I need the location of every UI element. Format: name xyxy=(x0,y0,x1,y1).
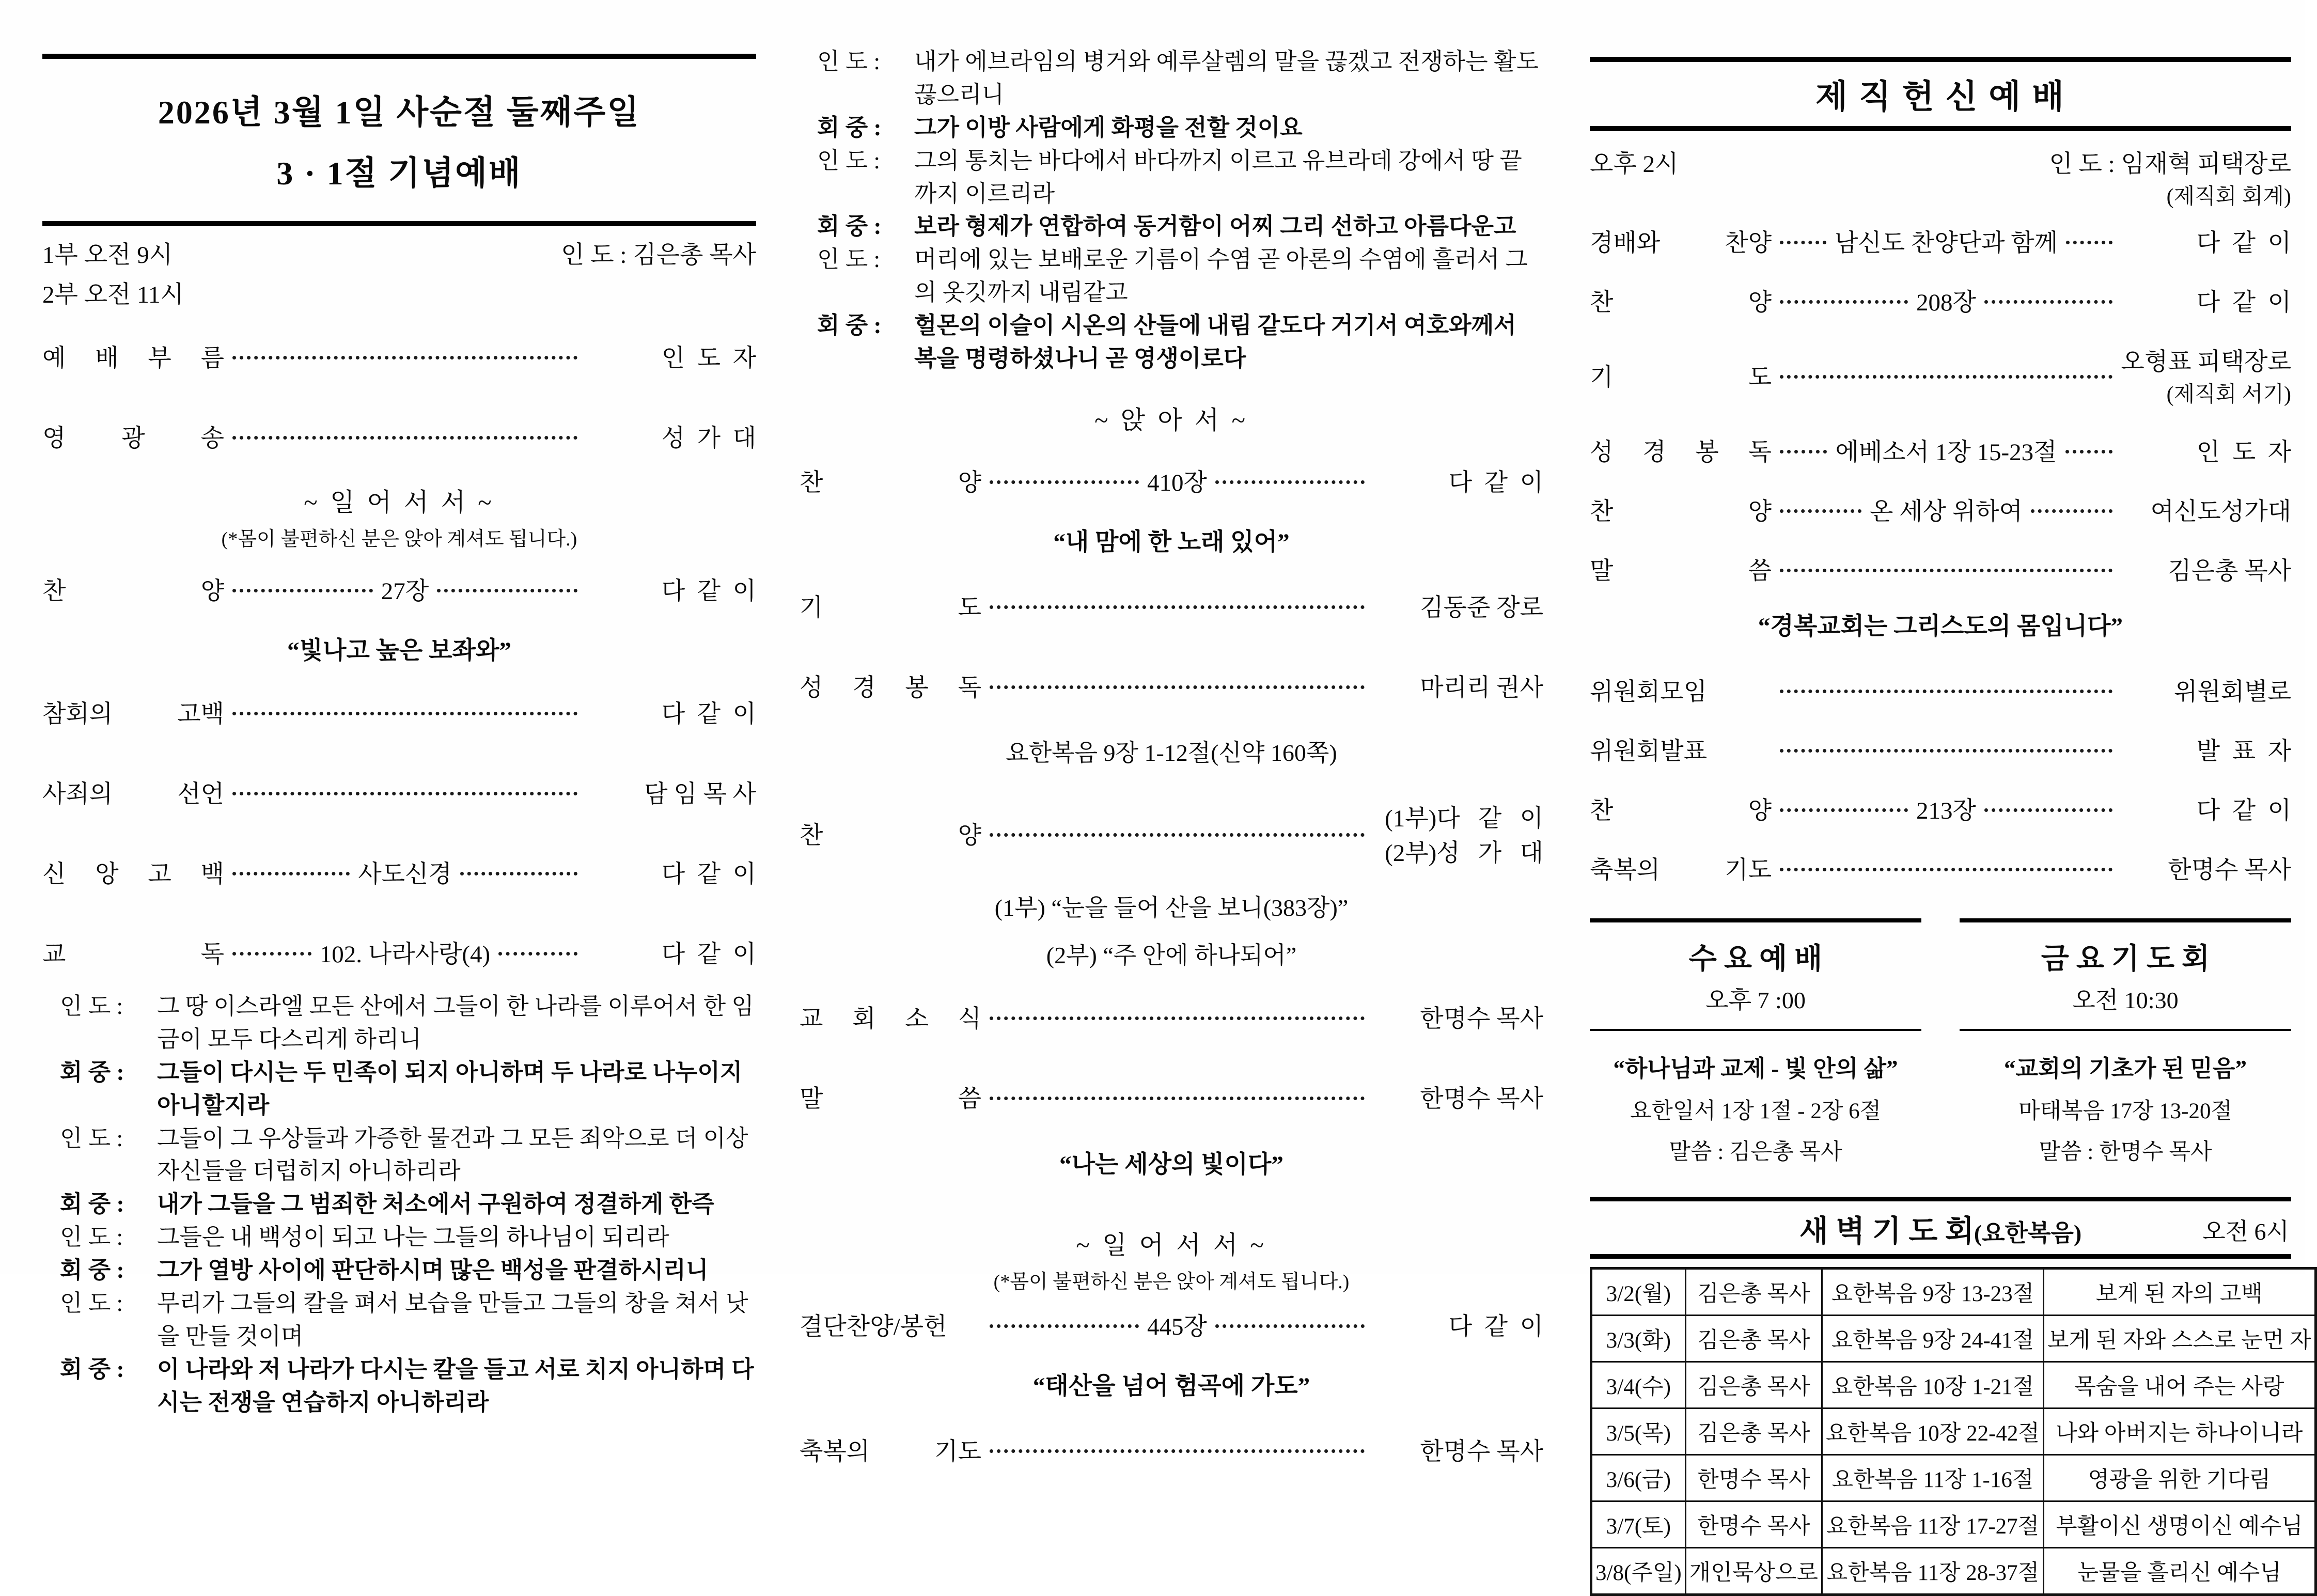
dotted-leader xyxy=(1780,868,2112,871)
responsive-line xyxy=(800,145,1543,211)
speaker-label: 인 도 : xyxy=(60,993,123,1019)
dawn-date: 3/5(목) xyxy=(1591,1409,1686,1455)
responsive-text: 그들이 다시는 두 민족이 되지 아니하며 두 나라로 나누이지 아니할지라 xyxy=(157,1059,743,1118)
dawn-leader: 김은총 목사 xyxy=(1685,1316,1822,1362)
responsive-reading-block-continued xyxy=(800,45,1543,375)
table-row xyxy=(1591,1548,2316,1595)
dotted-leader xyxy=(1780,300,1908,304)
responsive-line xyxy=(42,1122,756,1188)
responsive-line xyxy=(42,1221,756,1254)
table-row xyxy=(1591,1362,2316,1409)
dotted-leader xyxy=(2065,450,2112,453)
midweek-services xyxy=(1590,918,2291,1166)
dawn-date: 3/8(주일) xyxy=(1591,1548,1686,1595)
reading-number: 102. 나라사랑(4) xyxy=(319,941,491,968)
dotted-leader xyxy=(232,792,577,795)
speaker-label: 인 도 : xyxy=(60,1125,123,1151)
dawn-leader: 김은총 목사 xyxy=(1685,1269,1822,1316)
row-hymn xyxy=(800,463,1543,498)
dawn-title-text: 새 벽 기 도 회 xyxy=(1799,1214,1974,1248)
row-prayer xyxy=(800,588,1543,623)
row-assignee: 인 도 자 xyxy=(661,345,756,372)
hymn-number: 445장 xyxy=(1147,1313,1207,1340)
header-rule-bottom xyxy=(42,221,756,226)
dotted-leader xyxy=(1984,300,2112,304)
responsive-text: 내가 그들을 그 범죄한 처소에서 구원하여 정결하게 한즉 xyxy=(157,1191,714,1217)
anthem-part1-assignee: (1부)다 같 이 xyxy=(1385,805,1543,832)
praise-group: 남신도 찬양단과 함께 xyxy=(1834,230,2058,257)
dawn-section-header xyxy=(1590,1204,2291,1252)
responsive-reading-block xyxy=(42,990,756,1419)
row-anthem xyxy=(1590,492,2291,527)
sermon-title: “나는 세상의 빛이다” xyxy=(1059,1151,1283,1178)
row-sermon xyxy=(800,1079,1543,1114)
responsive-line xyxy=(42,1188,756,1221)
dawn-date: 3/4(수) xyxy=(1591,1362,1686,1409)
creed-name: 사도신경 xyxy=(358,861,452,888)
row-label: 축복의 기도 xyxy=(800,1438,981,1465)
row-gloria xyxy=(42,419,756,453)
table-row xyxy=(1591,1316,2316,1362)
row-responsive-reading xyxy=(42,935,756,969)
stand-note: (*몸이 불편하신 분은 앉아 계셔도 됩니다.) xyxy=(221,528,577,550)
dedication-service-column xyxy=(1590,0,2311,1596)
row-assignee: 위원회별로 xyxy=(2173,679,2291,706)
hymn-number: 213장 xyxy=(1916,797,1976,824)
row-scripture xyxy=(1590,433,2291,467)
row-label: 찬 양 xyxy=(800,822,981,850)
dawn-scripture: 요한복음 10장 1-21절 xyxy=(1822,1362,2043,1409)
responsive-line xyxy=(42,1254,756,1287)
row-assignee: 다 같 이 xyxy=(1448,469,1543,496)
row-confession xyxy=(42,695,756,729)
responsive-text: 이 나라와 저 나라가 다시는 칼을 들고 서로 치지 아니하며 다시는 전쟁을 연습하지 아니하리라 xyxy=(157,1356,754,1415)
row-anthem xyxy=(800,799,1543,868)
dotted-leader xyxy=(1780,749,2112,753)
wednesday-service-title: 수 요 예 배 xyxy=(1688,943,1823,975)
row-label: 교 회 소 식 xyxy=(800,1005,981,1032)
dawn-leader: 한명수 목사 xyxy=(1685,1455,1822,1501)
dotted-leader xyxy=(232,356,577,359)
hymn-number: 208장 xyxy=(1916,289,1976,316)
row-label: 말 씀 xyxy=(800,1085,981,1113)
responsive-line xyxy=(42,1353,756,1419)
service-continued-column xyxy=(800,0,1543,1467)
responsive-line xyxy=(800,45,1543,112)
dotted-leader xyxy=(2066,241,2112,244)
table-row xyxy=(1591,1501,2316,1548)
service-times-row xyxy=(42,236,756,270)
row-assignee: 인 도 자 xyxy=(2196,439,2292,466)
dawn-leader: 김은총 목사 xyxy=(1685,1362,1822,1409)
responsive-text: 그의 통치는 바다에서 바다까지 이르고 유브라데 강에서 땅 끝까지 이르리라 xyxy=(914,147,1522,207)
dawn-scripture: 요한복음 9장 13-23절 xyxy=(1822,1269,2043,1316)
dotted-leader xyxy=(232,436,577,440)
dotted-leader xyxy=(1215,1324,1365,1328)
scripture-reference: 에베소서 1장 15-23절 xyxy=(1835,439,2057,466)
row-label: 말 씀 xyxy=(1590,558,1772,585)
dawn-schedule-table xyxy=(1590,1267,2317,1596)
dotted-leader xyxy=(990,1097,1365,1100)
hymn-number: 410장 xyxy=(1147,469,1207,496)
service-leader: 인 도 : 김은총 목사 xyxy=(561,242,756,269)
wednesday-preacher: 말씀 : 김은총 목사 xyxy=(1669,1140,1842,1164)
speaker-label: 회 중 : xyxy=(817,114,882,140)
dawn-title-suffix: (요한복음) xyxy=(1974,1220,2082,1246)
dotted-leader xyxy=(232,589,373,592)
dotted-leader xyxy=(460,872,577,875)
dotted-leader xyxy=(1780,808,1908,812)
row-label: 찬 양 xyxy=(1590,797,1772,824)
service-time-2: 2부 오전 11시 xyxy=(42,281,184,308)
service-title-line2: 3 · 1절 기념예배 xyxy=(276,155,522,192)
stand-direction: ~ 일 어 서 서 ~ xyxy=(304,488,495,517)
responsive-line xyxy=(42,1056,756,1122)
speaker-label: 인 도 : xyxy=(817,246,880,273)
stand-note: (*몸이 불편하신 분은 앉아 계셔도 됩니다.) xyxy=(993,1271,1350,1293)
dotted-leader xyxy=(1984,808,2112,812)
speaker-label: 회 중 : xyxy=(60,1356,124,1382)
header-rule-top xyxy=(42,54,756,59)
row-assignee: 다 같 이 xyxy=(2196,289,2291,316)
row-label: 예 배 부 름 xyxy=(42,345,224,372)
dawn-scripture: 요한복음 11장 1-16절 xyxy=(1822,1455,2043,1501)
responsive-line xyxy=(800,210,1543,243)
row-assignee: 한명수 목사 xyxy=(1420,1438,1543,1465)
responsive-text: 내가 에브라임의 병거와 예루살렘의 말을 끊겠고 전쟁하는 활도 끊으리니 xyxy=(914,49,1539,107)
responsive-text: 그가 이방 사람에게 화평을 전할 것이요 xyxy=(914,114,1303,140)
row-assignee: 다 같 이 xyxy=(661,578,756,605)
responsive-text: 그들이 그 우상들과 가증한 물건과 그 모든 죄악으로 더 이상 자신들을 더럽히지 아니하리라 xyxy=(157,1125,748,1184)
dedication-leader-stack xyxy=(2049,145,2291,210)
row-label: 참회의 고백 xyxy=(42,701,224,728)
anthem-title: 온 세상 위하여 xyxy=(1870,498,2023,525)
dawn-scripture: 요한복음 9장 24-41절 xyxy=(1822,1316,2043,1362)
dawn-date: 3/7(토) xyxy=(1591,1501,1686,1548)
dawn-message-title: 보게 된 자와 스스로 눈먼 자 xyxy=(2043,1316,2315,1362)
responsive-text: 그들은 내 백성이 되고 나는 그들의 하나님이 되리라 xyxy=(157,1224,669,1250)
row-call-to-worship xyxy=(42,339,756,373)
dotted-leader xyxy=(2031,509,2112,513)
dawn-message-title: 목숨을 내어 주는 사랑 xyxy=(2043,1362,2315,1409)
dawn-scripture: 요한복음 11장 28-37절 xyxy=(1822,1548,2043,1595)
row-assignee: 다 같 이 xyxy=(2196,230,2291,257)
row-assignee: 김동준 장로 xyxy=(1420,594,1543,621)
dedication-times-row xyxy=(1590,145,2291,210)
dotted-leader xyxy=(990,1324,1139,1328)
responsive-text: 그 땅 이스라엘 모든 산에서 그들이 한 나라를 이루어서 한 임금이 모두 다스리게 하리니 xyxy=(157,993,754,1052)
friday-prayer-time: 오전 10:30 xyxy=(2072,987,2179,1013)
header-rule-bottom xyxy=(1590,126,2291,131)
speaker-label: 회 중 : xyxy=(817,213,882,240)
responsive-text: 머리에 있는 보배로운 기름이 수염 곧 아론의 수염에 흘러서 그의 옷깃까지 내림같고 xyxy=(914,246,1528,306)
row-assignee: 담 임 목 사 xyxy=(644,781,756,808)
divider xyxy=(1960,1029,2291,1031)
dawn-date: 3/6(금) xyxy=(1591,1455,1686,1501)
speaker-label: 회 중 : xyxy=(60,1191,124,1217)
row-committee-meeting xyxy=(1590,672,2291,707)
row-prayer xyxy=(1590,342,2291,408)
row-assignee: 발 표 자 xyxy=(2196,738,2291,765)
speaker-label: 회 중 : xyxy=(817,312,882,339)
row-label: 찬 양 xyxy=(1590,289,1772,316)
row-assignee: 성 가 대 xyxy=(661,425,756,452)
row-assignee-stack xyxy=(2121,342,2291,408)
dotted-leader xyxy=(1780,569,2112,572)
stand-direction: ~ 일 어 서 서 ~ xyxy=(1076,1230,1267,1259)
row-label: 찬 양 xyxy=(42,578,224,605)
dawn-section-rule-bottom xyxy=(1590,1254,2291,1259)
dotted-leader xyxy=(990,480,1139,484)
wednesday-service-time: 오후 7 :00 xyxy=(1705,987,1806,1013)
dawn-message-title: 눈물을 흘리신 예수님 xyxy=(2043,1548,2315,1595)
anthem-title-part1: (1부) “눈을 들어 산을 보니(383장)” xyxy=(994,894,1349,921)
row-label: 찬 양 xyxy=(800,469,981,496)
responsive-line xyxy=(800,243,1543,309)
row-label: 기 도 xyxy=(800,594,981,621)
row-hymn xyxy=(42,572,756,606)
friday-scripture: 마태복음 17장 13-20절 xyxy=(2018,1099,2233,1123)
row-label: 기 도 xyxy=(1590,364,1772,391)
speaker-label: 인 도 : xyxy=(817,147,880,174)
service-time-1: 1부 오전 9시 xyxy=(42,242,173,269)
service-title-line1: 2026년 3월 1일 사순절 둘째주일 xyxy=(158,94,641,131)
responsive-line xyxy=(42,990,756,1056)
dotted-leader xyxy=(990,1016,1365,1020)
sunday-service-column xyxy=(42,0,756,1419)
dawn-leader: 김은총 목사 xyxy=(1685,1409,1822,1455)
row-praise xyxy=(1590,224,2291,258)
dawn-leader: 한명수 목사 xyxy=(1685,1501,1822,1548)
speaker-label: 인 도 : xyxy=(817,49,880,74)
row-label: 축복의 기도 xyxy=(1590,857,1772,884)
row-assignee: 한명수 목사 xyxy=(1420,1005,1543,1032)
row-label: 성 경 봉 독 xyxy=(800,674,981,701)
dawn-section-time: 오전 6시 xyxy=(2202,1218,2289,1245)
speaker-label: 인 도 : xyxy=(60,1290,123,1317)
row-absolution xyxy=(42,775,756,809)
anthem-title-part2: (2부) “주 안에 하나되어” xyxy=(1046,942,1297,968)
friday-sermon-title: “교회의 기초가 된 믿음” xyxy=(2004,1056,2247,1082)
row-label: 성 경 봉 독 xyxy=(1590,439,1772,466)
row-assignee: 한명수 목사 xyxy=(2168,857,2291,884)
wednesday-scripture: 요한일서 1장 1절 - 2장 6절 xyxy=(1630,1099,1882,1123)
row-assignee-stack xyxy=(1373,799,1543,868)
row-hymn xyxy=(1590,283,2291,318)
prayer-assignee-role: (제직회 서기) xyxy=(2166,383,2291,406)
dawn-message-title: 부활이신 생명이신 예수님 xyxy=(2043,1501,2315,1548)
row-benediction xyxy=(1590,851,2291,885)
table-row xyxy=(1591,1409,2316,1455)
dotted-leader xyxy=(232,872,350,875)
friday-prayer-title: 금 요 기 도 회 xyxy=(2041,943,2210,975)
responsive-line xyxy=(800,112,1543,145)
row-assignee: 다 같 이 xyxy=(1448,1313,1543,1340)
dotted-leader xyxy=(437,589,577,592)
hymn-title: “빛나고 높은 보좌와” xyxy=(287,637,511,664)
row-assignee: 다 같 이 xyxy=(2196,797,2291,824)
speaker-label: 회 중 : xyxy=(60,1257,124,1284)
dotted-leader xyxy=(1780,450,1827,453)
table-row xyxy=(1591,1455,2316,1501)
responsive-text: 그가 열방 사이에 판단하시며 많은 백성을 판결하시리니 xyxy=(157,1257,709,1284)
prayer-assignee: 오형표 피택장로 xyxy=(2121,349,2291,375)
row-assignee: 마리리 권사 xyxy=(1420,674,1543,701)
hymn-number: 27장 xyxy=(381,578,429,605)
dotted-leader xyxy=(1215,480,1365,484)
dotted-leader xyxy=(990,605,1365,609)
row-label: 교 독 xyxy=(42,941,224,968)
dawn-message-title: 보게 된 자의 고백 xyxy=(2043,1269,2315,1316)
row-label: 신 앙 고 백 xyxy=(42,861,224,888)
speaker-label: 인 도 : xyxy=(60,1224,123,1250)
dotted-leader xyxy=(990,685,1365,689)
dawn-section-title xyxy=(1590,1207,2291,1250)
row-assignee: 김은총 목사 xyxy=(2168,558,2291,585)
scripture-reference: 요한복음 9장 1-12절(신약 160쪽) xyxy=(1006,739,1337,766)
anthem-part2-assignee: (2부)성 가 대 xyxy=(1385,839,1543,867)
row-sermon xyxy=(1590,552,2291,586)
row-assignee: 다 같 이 xyxy=(661,861,757,888)
dotted-leader xyxy=(990,1449,1365,1453)
row-offering xyxy=(800,1307,1543,1342)
sit-direction: ~ 앉 아 서 ~ xyxy=(1094,405,1249,434)
row-creed xyxy=(42,855,756,889)
dotted-leader xyxy=(498,952,577,956)
friday-prayer-box xyxy=(1960,918,2291,1166)
header-rule-top xyxy=(1590,57,2291,62)
row-label: 찬 양 xyxy=(1590,498,1772,525)
wednesday-sermon-title: “하나님과 교제 - 빛 안의 삶” xyxy=(1613,1056,1898,1082)
table-row xyxy=(1591,1269,2316,1316)
speaker-label: 회 중 : xyxy=(60,1059,124,1085)
dawn-date: 3/3(화) xyxy=(1591,1316,1686,1362)
dedication-title: 제 직 헌 신 예 배 xyxy=(1815,79,2065,115)
responsive-text: 보라 형제가 연합하여 동거함이 어찌 그리 선하고 아름다운고 xyxy=(914,213,1516,240)
row-benediction xyxy=(800,1432,1543,1467)
dedication-leader: 인 도 : 임재혁 피택장로 xyxy=(2049,151,2291,178)
row-assignee: 한명수 목사 xyxy=(1420,1085,1543,1113)
row-label: 위원회발표 xyxy=(1590,738,1708,765)
dotted-leader xyxy=(1780,375,2112,379)
row-label: 사죄의 선언 xyxy=(42,781,224,808)
friday-preacher: 말씀 : 한명수 목사 xyxy=(2039,1140,2212,1164)
responsive-line xyxy=(42,1287,756,1353)
row-assignee: 다 같 이 xyxy=(661,941,757,968)
dedication-time: 오후 2시 xyxy=(1590,151,1679,178)
divider xyxy=(1590,1029,1921,1031)
row-label: 영 광 송 xyxy=(42,425,224,452)
dotted-leader xyxy=(232,952,311,956)
dotted-leader xyxy=(1780,509,1861,513)
row-committee-report xyxy=(1590,732,2291,766)
dawn-message-title: 나와 아버지는 하나이니라 xyxy=(2043,1409,2315,1455)
row-label: 결단찬양/봉헌 xyxy=(800,1313,947,1340)
responsive-line xyxy=(800,309,1543,375)
dawn-date: 3/2(월) xyxy=(1591,1269,1686,1316)
responsive-text: 무리가 그들의 칼을 펴서 보습을 만들고 그들의 창을 쳐서 낫을 만들 것이며 xyxy=(157,1290,748,1349)
row-church-news xyxy=(800,999,1543,1034)
dotted-leader xyxy=(232,712,577,715)
responsive-text: 헐몬의 이슬이 시온의 산들에 내림 같도다 거기서 여호와께서 복을 명령하셨나니 곧 영생이로다 xyxy=(914,312,1516,372)
dawn-message-title: 영광을 위한 기다림 xyxy=(2043,1455,2315,1501)
dotted-leader xyxy=(1780,690,2112,693)
dawn-scripture: 요한복음 11장 17-27절 xyxy=(1822,1501,2043,1548)
row-label: 경배와 찬양 xyxy=(1590,230,1772,257)
dawn-leader: 개인묵상으로 xyxy=(1685,1548,1822,1595)
dotted-leader xyxy=(1780,241,1826,244)
dotted-leader xyxy=(990,833,1365,837)
row-assignee: 다 같 이 xyxy=(661,701,756,728)
offering-hymn-title: “태산을 넘어 험곡에 가도” xyxy=(1032,1372,1310,1400)
dawn-scripture: 요한복음 10장 22-42절 xyxy=(1822,1409,2043,1455)
wednesday-service-box xyxy=(1590,918,1921,1166)
row-scripture xyxy=(800,668,1543,703)
row-assignee: 여신도성가대 xyxy=(2150,498,2292,525)
sermon-title: “경복교회는 그리스도의 몸입니다” xyxy=(1758,613,2123,640)
hymn-title: “내 맘에 한 노래 있어” xyxy=(1053,528,1290,556)
dawn-section-rule-top xyxy=(1590,1197,2291,1201)
row-hymn-2 xyxy=(1590,791,2291,826)
dedication-leader-role: (제직회 회계) xyxy=(2166,185,2291,209)
row-label: 위원회모임 xyxy=(1590,679,1708,706)
